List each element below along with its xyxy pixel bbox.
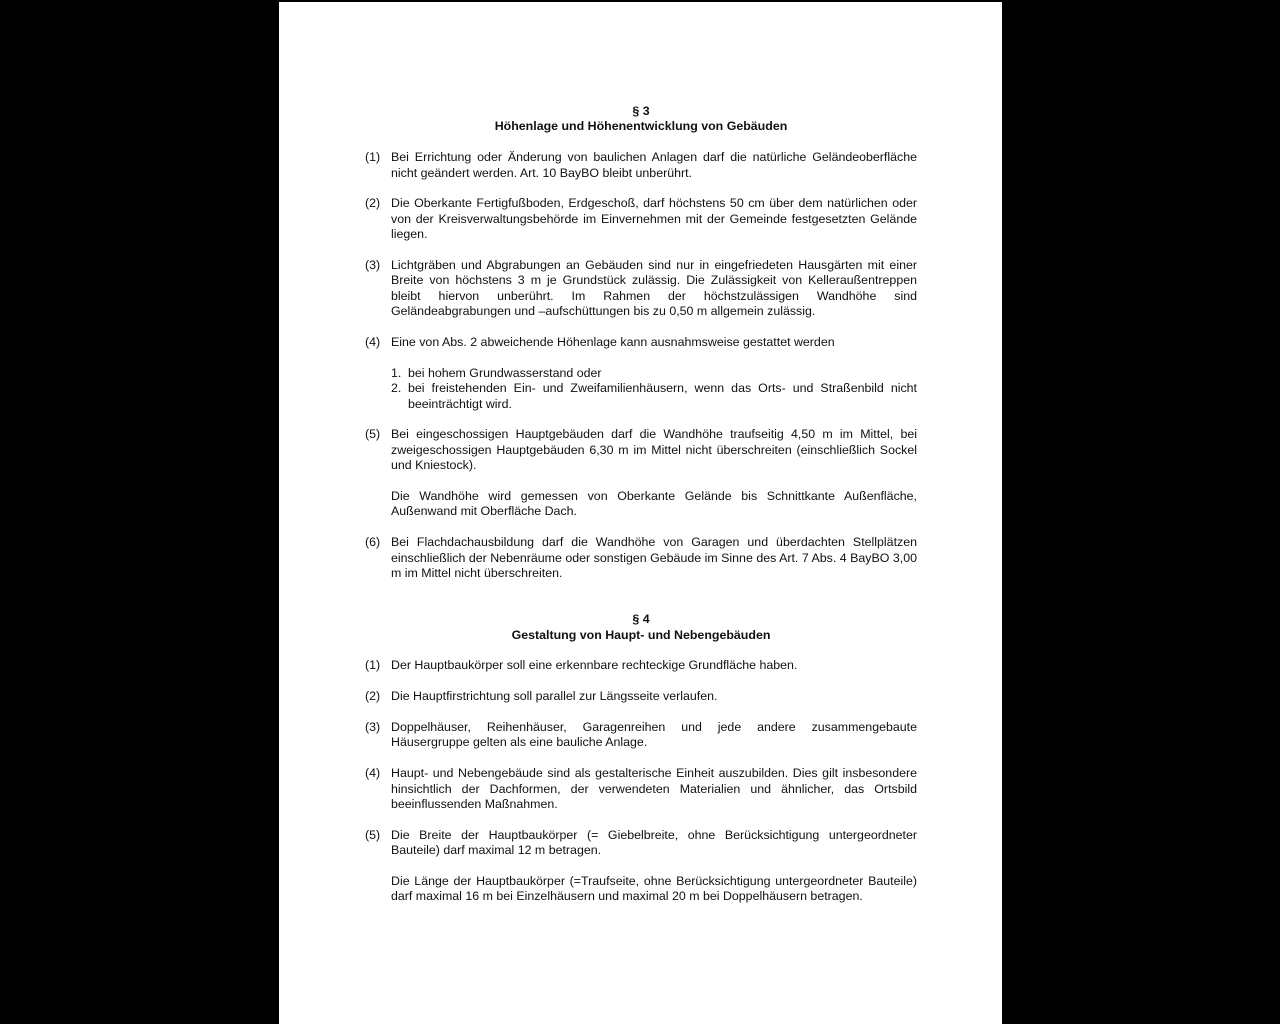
paragraph-number: (1): [365, 150, 381, 165]
section-3-number: § 3: [632, 104, 650, 118]
paragraph-text: Doppelhäuser, Reihenhäuser, Garagenreihen und jede andere zusammengebaute Häusergruppe gelten als eine bauliche Anlage.: [391, 720, 917, 750]
section-4-title: Gestaltung von Haupt- und Nebengebäuden: [511, 627, 771, 642]
paragraph-text: Bei Errichtung oder Änderung von baulichen Anlagen darf die natürliche Geländeoberfläche nicht geändert werden. Art. 10 BayBO bleibt unberührt.: [391, 150, 917, 180]
paragraph-body: [391, 335, 917, 412]
paragraph-number: (3): [365, 258, 381, 273]
section-3-paragraph-4: [365, 335, 917, 412]
list-item-text: bei freistehenden Ein- und Zweifamilienhäusern, wenn das Orts- und Straßenbild nicht beeinträchtigt wird.: [408, 381, 917, 411]
list-item: [391, 381, 917, 412]
paragraph-text: Der Hauptbaukörper soll eine erkennbare rechteckige Grundfläche haben.: [391, 658, 798, 673]
section-3-paragraph-5: [365, 427, 917, 519]
section-3-paragraph-3: [365, 258, 917, 320]
section-4-number: § 4: [632, 612, 650, 627]
section-4-paragraph-5: [365, 828, 917, 905]
paragraph-number: (3): [365, 720, 381, 735]
document-page: [279, 2, 1002, 1024]
paragraph-number: (4): [365, 766, 381, 781]
paragraph-number: (1): [365, 658, 381, 673]
paragraph-number: (5): [365, 427, 381, 442]
paragraph-body: [391, 828, 917, 905]
section-4-paragraph-2: [365, 689, 917, 704]
paragraph-number: (4): [365, 335, 381, 350]
list-item-number: 1.: [391, 365, 402, 380]
paragraph-list: [391, 366, 917, 412]
section-4-paragraph-4: [365, 766, 917, 812]
paragraph-text: Die Breite der Hauptbaukörper (= Giebelbreite, ohne Berücksichtigung untergeordneter Bauteile) darf maximal 12 m betragen.: [391, 827, 917, 858]
list-item-number: 2.: [391, 381, 402, 396]
paragraph-extra-text: Die Länge der Hauptbaukörper (=Traufseite, ohne Berücksichtigung untergeordneter Bauteile) darf maximal 16 m bei Einzelhäusern und maximal 20 m bei Doppelhäusern betragen.: [391, 874, 917, 904]
section-spacer: [365, 581, 917, 612]
list-item: [391, 366, 917, 381]
list-item-text: bei hohem Grundwasserstand oder: [408, 365, 602, 380]
section-3-title: Höhenlage und Höhenentwicklung von Gebäuden: [494, 119, 788, 134]
document-content: [365, 104, 917, 905]
section-3-paragraph-6: [365, 535, 917, 581]
paragraph-number: (2): [365, 196, 381, 211]
paragraph-text: Haupt- und Nebengebäude sind als gestalterische Einheit auszubilden. Dies gilt insbesondere hinsichtlich der Dachformen, der verwendeten Materialien und ähnlicher, das Ortsbild beeinflussenden Maßnahmen.: [391, 766, 917, 812]
paragraph-text: Eine von Abs. 2 abweichende Höhenlage kann ausnahmsweise gestattet werden: [391, 335, 835, 350]
paragraph-text: Bei Flachdachausbildung darf die Wandhöhe von Garagen und überdachten Stellplätzen einschließlich der Nebenräume oder sonstigen Gebäude im Sinne des Art. 7 Abs. 4 BayBO 3,00 m im Mittel nicht überschreiten.: [391, 535, 917, 581]
section-3-paragraph-2: [365, 196, 917, 242]
section-4-paragraph-1: [365, 658, 917, 673]
paragraph-text: Die Oberkante Fertigfußboden, Erdgeschoß, darf höchstens 50 cm über dem natürlichen oder von der Kreisverwaltungsbehörde im Einvernehmen mit der Gemeinde festgesetzten Gelände liegen.: [391, 196, 917, 242]
paragraph-number: (5): [365, 827, 381, 842]
paragraph-text: Lichtgräben und Abgrabungen an Gebäuden sind nur in eingefriedeten Hausgärten mit einer Breite von höchstens 3 m je Grundstück zulässig. Die Zulässigkeit von Kelleraußentreppen bleibt hiervon unberührt. Im Rahmen der höchstzulässigen Wandhöhe sind Geländeabgrabungen und –aufschüttungen bis zu 0,50 m allgemein zulässig.: [391, 258, 917, 319]
paragraph-text: Die Hauptfirstrichtung soll parallel zur Längsseite verlaufen.: [391, 689, 718, 704]
paragraph-number: (2): [365, 689, 381, 704]
paragraph-body: [391, 427, 917, 519]
section-3-paragraph-1: [365, 150, 917, 181]
paragraph-text: Bei eingeschossigen Hauptgebäuden darf die Wandhöhe traufseitig 4,50 m im Mittel, bei zweigeschossigen Hauptgebäuden 6,30 m im Mittel nicht überschreiten (einschließlich Sockel und Kniestock).: [391, 427, 917, 473]
paragraph-extra-text: Die Wandhöhe wird gemessen von Oberkante Gelände bis Schnittkante Außenfläche, Außenwand mit Oberfläche Dach.: [391, 489, 917, 519]
section-4-paragraph-3: [365, 720, 917, 751]
paragraph-number: (6): [365, 535, 381, 550]
